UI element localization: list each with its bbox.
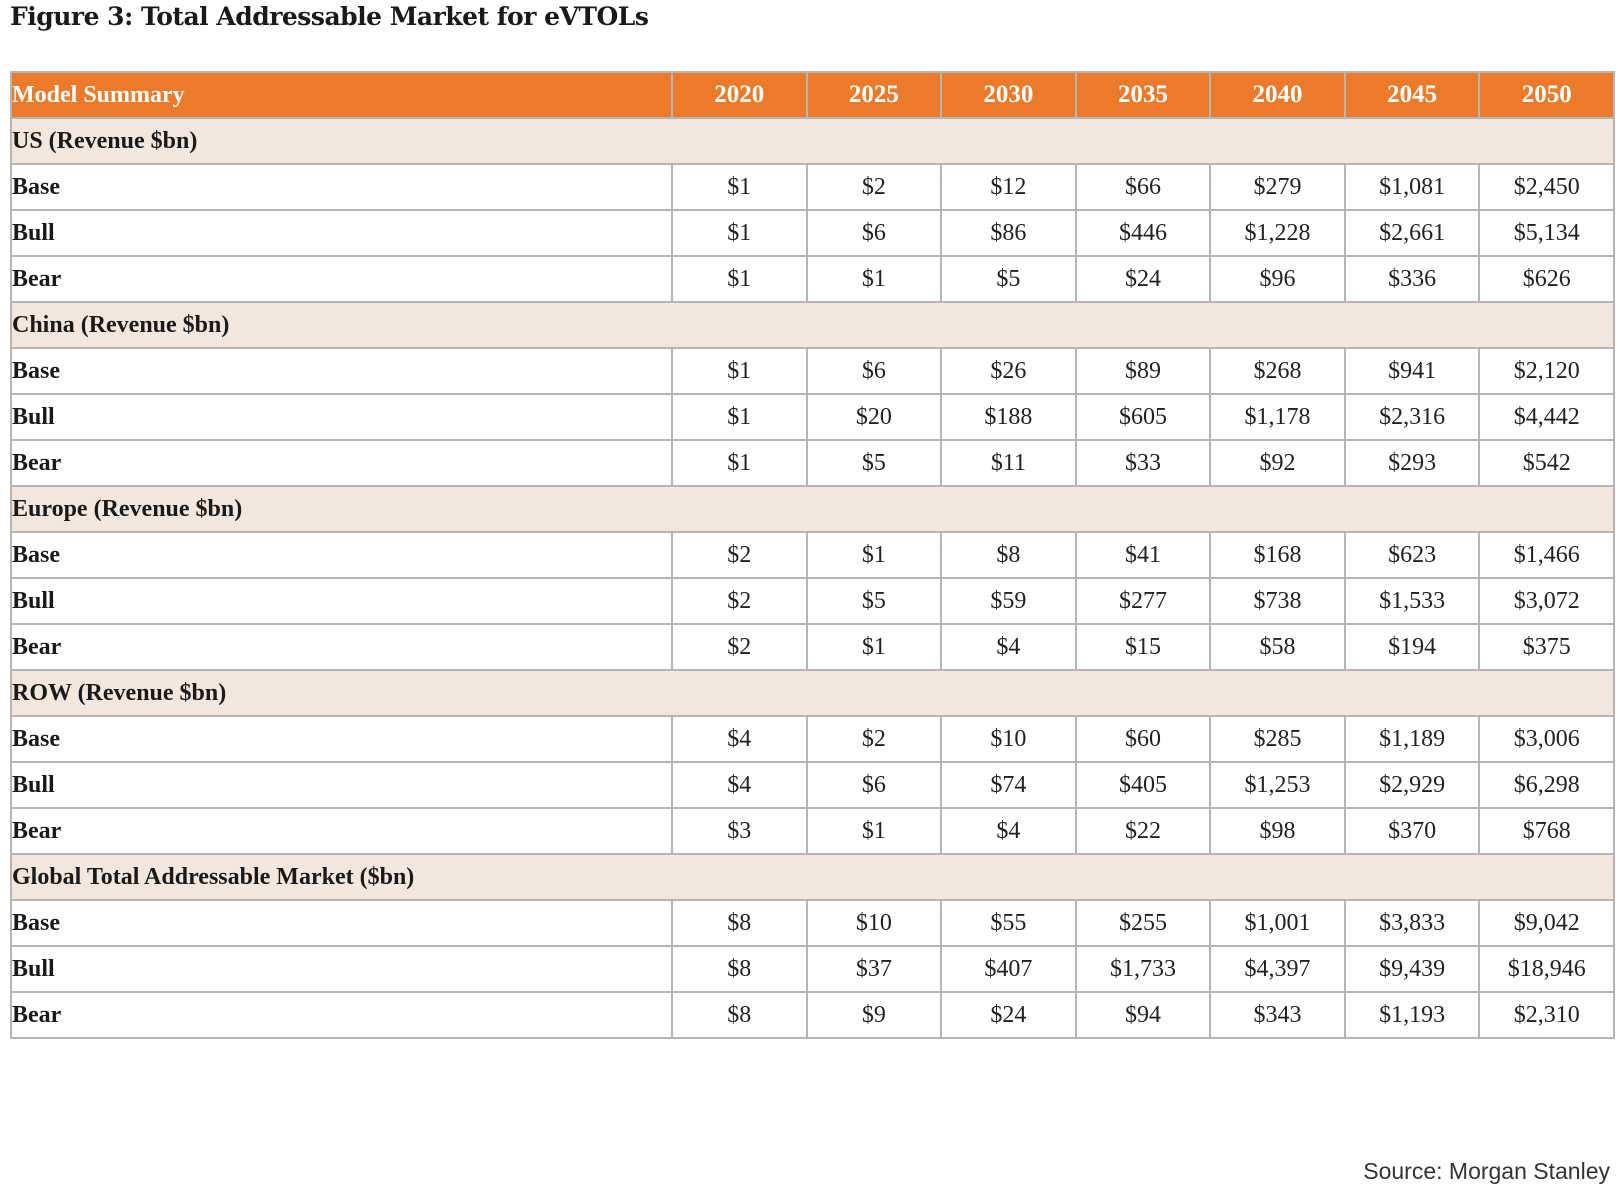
table-cell: $5 — [807, 578, 942, 624]
table-cell: $2 — [672, 532, 807, 578]
table-cell: $58 — [1210, 624, 1345, 670]
table-row — [11, 946, 1614, 992]
table-cell: $1,189 — [1345, 716, 1480, 762]
table-cell: $8 — [672, 946, 807, 992]
table-cell: $2,661 — [1345, 210, 1480, 256]
table-body — [11, 118, 1614, 1038]
table-cell: $2,450 — [1479, 164, 1614, 210]
table-cell: $37 — [807, 946, 942, 992]
table-cell: $375 — [1479, 624, 1614, 670]
table-cell: $9,042 — [1479, 900, 1614, 946]
scenario-label: Bull — [11, 946, 672, 992]
table-cell: $738 — [1210, 578, 1345, 624]
table-cell: $768 — [1479, 808, 1614, 854]
table-cell: $2,316 — [1345, 394, 1480, 440]
table-cell: $370 — [1345, 808, 1480, 854]
section-row — [11, 670, 1614, 716]
figure-title: Figure 3: Total Addressable Market for eVTOLs — [10, 2, 649, 31]
table-cell: $10 — [807, 900, 942, 946]
table-cell: $9,439 — [1345, 946, 1480, 992]
table-cell: $94 — [1076, 992, 1211, 1038]
table-cell: $41 — [1076, 532, 1211, 578]
section-row — [11, 118, 1614, 164]
table-cell: $2,120 — [1479, 348, 1614, 394]
table-cell: $2,310 — [1479, 992, 1614, 1038]
scenario-label: Bear — [11, 808, 672, 854]
scenario-label: Bull — [11, 578, 672, 624]
table-cell: $1 — [807, 256, 942, 302]
scenario-label: Base — [11, 348, 672, 394]
table-cell: $1,733 — [1076, 946, 1211, 992]
table-cell: $22 — [1076, 808, 1211, 854]
table-cell: $2 — [807, 716, 942, 762]
table-cell: $24 — [1076, 256, 1211, 302]
table-cell: $4 — [672, 762, 807, 808]
tam-table — [10, 71, 1615, 1039]
table-row — [11, 348, 1614, 394]
scenario-label: Base — [11, 164, 672, 210]
table-cell: $74 — [941, 762, 1076, 808]
table-cell: $20 — [807, 394, 942, 440]
table-cell: $10 — [941, 716, 1076, 762]
table-cell: $3,833 — [1345, 900, 1480, 946]
table-cell: $11 — [941, 440, 1076, 486]
table-cell: $626 — [1479, 256, 1614, 302]
scenario-label: Bull — [11, 394, 672, 440]
scenario-label: Bear — [11, 440, 672, 486]
table-cell: $407 — [941, 946, 1076, 992]
table-row — [11, 992, 1614, 1038]
table-row — [11, 394, 1614, 440]
scenario-label: Bull — [11, 762, 672, 808]
scenario-label: Base — [11, 532, 672, 578]
column-header: 2045 — [1345, 72, 1480, 118]
table-cell: $89 — [1076, 348, 1211, 394]
column-header: 2030 — [941, 72, 1076, 118]
table-cell: $3,072 — [1479, 578, 1614, 624]
table-cell: $255 — [1076, 900, 1211, 946]
table-cell: $4 — [672, 716, 807, 762]
table-cell: $277 — [1076, 578, 1211, 624]
table-cell: $59 — [941, 578, 1076, 624]
table-cell: $6 — [807, 210, 942, 256]
section-title: US (Revenue $bn) — [11, 118, 1614, 164]
table-row — [11, 624, 1614, 670]
source-note: Source: Morgan Stanley — [1363, 1158, 1610, 1184]
column-header: 2050 — [1479, 72, 1614, 118]
table-row — [11, 808, 1614, 854]
table-cell: $268 — [1210, 348, 1345, 394]
column-header: 2020 — [672, 72, 807, 118]
table-cell: $1 — [672, 348, 807, 394]
table-cell: $66 — [1076, 164, 1211, 210]
scenario-label: Bear — [11, 992, 672, 1038]
table-cell: $1,081 — [1345, 164, 1480, 210]
table-cell: $4,442 — [1479, 394, 1614, 440]
column-header: 2040 — [1210, 72, 1345, 118]
table-cell: $343 — [1210, 992, 1345, 1038]
table-cell: $1 — [672, 164, 807, 210]
table-cell: $405 — [1076, 762, 1211, 808]
section-title: China (Revenue $bn) — [11, 302, 1614, 348]
table-cell: $1 — [672, 210, 807, 256]
table-cell: $26 — [941, 348, 1076, 394]
column-header: 2035 — [1076, 72, 1211, 118]
column-header: 2025 — [807, 72, 942, 118]
table-cell: $6 — [807, 348, 942, 394]
table-cell: $96 — [1210, 256, 1345, 302]
table-cell: $446 — [1076, 210, 1211, 256]
table-cell: $55 — [941, 900, 1076, 946]
scenario-label: Base — [11, 716, 672, 762]
table-cell: $336 — [1345, 256, 1480, 302]
table-cell: $1,193 — [1345, 992, 1480, 1038]
table-cell: $6,298 — [1479, 762, 1614, 808]
header-row — [11, 72, 1614, 118]
table-cell: $98 — [1210, 808, 1345, 854]
table-cell: $1,466 — [1479, 532, 1614, 578]
table-cell: $24 — [941, 992, 1076, 1038]
table-cell: $92 — [1210, 440, 1345, 486]
table-cell: $168 — [1210, 532, 1345, 578]
table-cell: $2 — [672, 578, 807, 624]
table-cell: $4 — [941, 808, 1076, 854]
table-cell: $5 — [941, 256, 1076, 302]
table-cell: $4,397 — [1210, 946, 1345, 992]
table-cell: $542 — [1479, 440, 1614, 486]
table-cell: $2,929 — [1345, 762, 1480, 808]
scenario-label: Bear — [11, 624, 672, 670]
table-cell: $188 — [941, 394, 1076, 440]
table-cell: $1 — [807, 808, 942, 854]
scenario-label: Bull — [11, 210, 672, 256]
section-row — [11, 302, 1614, 348]
table-cell: $3 — [672, 808, 807, 854]
table-row — [11, 440, 1614, 486]
scenario-label: Bear — [11, 256, 672, 302]
table-cell: $1 — [807, 624, 942, 670]
table-cell: $86 — [941, 210, 1076, 256]
scenario-label: Base — [11, 900, 672, 946]
table-row — [11, 164, 1614, 210]
table-cell: $623 — [1345, 532, 1480, 578]
table-cell: $4 — [941, 624, 1076, 670]
table-cell: $12 — [941, 164, 1076, 210]
table-cell: $1,228 — [1210, 210, 1345, 256]
table-row — [11, 578, 1614, 624]
table-cell: $1 — [672, 394, 807, 440]
table-cell: $1,253 — [1210, 762, 1345, 808]
table-cell: $8 — [672, 992, 807, 1038]
table-cell: $8 — [941, 532, 1076, 578]
header-label: Model Summary — [11, 72, 672, 118]
section-title: Europe (Revenue $bn) — [11, 486, 1614, 532]
table-cell: $1 — [807, 532, 942, 578]
table-row — [11, 532, 1614, 578]
table-cell: $1 — [672, 256, 807, 302]
section-title: ROW (Revenue $bn) — [11, 670, 1614, 716]
table-cell: $60 — [1076, 716, 1211, 762]
table-cell: $9 — [807, 992, 942, 1038]
table-cell: $285 — [1210, 716, 1345, 762]
table-row — [11, 716, 1614, 762]
table-row — [11, 762, 1614, 808]
table-cell: $33 — [1076, 440, 1211, 486]
section-row — [11, 854, 1614, 900]
table-cell: $18,946 — [1479, 946, 1614, 992]
table-cell: $1,178 — [1210, 394, 1345, 440]
table-cell: $1,001 — [1210, 900, 1345, 946]
table-cell: $1,533 — [1345, 578, 1480, 624]
table-cell: $5 — [807, 440, 942, 486]
table-row — [11, 210, 1614, 256]
table-cell: $194 — [1345, 624, 1480, 670]
table-cell: $605 — [1076, 394, 1211, 440]
table-cell: $941 — [1345, 348, 1480, 394]
table-cell: $15 — [1076, 624, 1211, 670]
table-cell: $1 — [672, 440, 807, 486]
table-cell: $2 — [672, 624, 807, 670]
table-row — [11, 900, 1614, 946]
table-cell: $8 — [672, 900, 807, 946]
table-cell: $3,006 — [1479, 716, 1614, 762]
table-cell: $293 — [1345, 440, 1480, 486]
table-cell: $5,134 — [1479, 210, 1614, 256]
table-row — [11, 256, 1614, 302]
table-cell: $2 — [807, 164, 942, 210]
table-cell: $6 — [807, 762, 942, 808]
section-row — [11, 486, 1614, 532]
table-cell: $279 — [1210, 164, 1345, 210]
section-title: Global Total Addressable Market ($bn) — [11, 854, 1614, 900]
